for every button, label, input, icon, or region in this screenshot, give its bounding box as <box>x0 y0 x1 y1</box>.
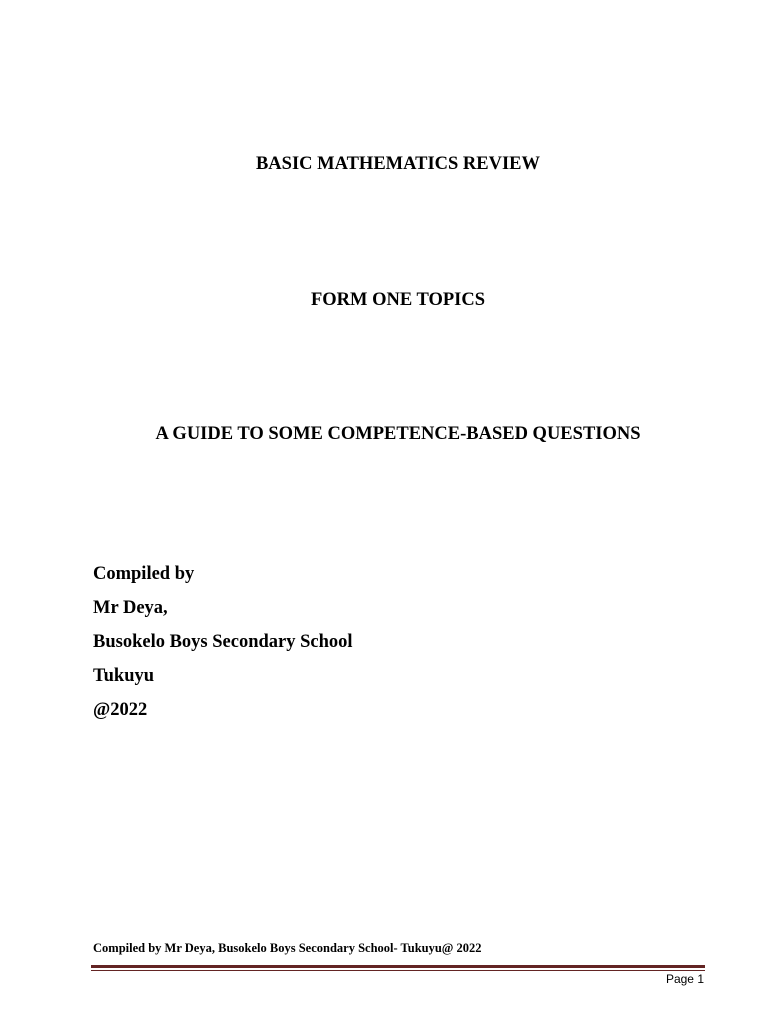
footer-rule-thick <box>91 965 705 968</box>
document-guide-heading: A GUIDE TO SOME COMPETENCE-BASED QUESTIONS <box>155 424 641 444</box>
location-name: Tukuyu <box>93 666 155 686</box>
page-number: Page 1 <box>665 972 704 986</box>
compiled-by-label: Compiled by <box>93 564 195 584</box>
footer-rule-thin <box>91 970 705 971</box>
document-subtitle: FORM ONE TOPICS <box>310 290 486 310</box>
copyright-year: @2022 <box>93 700 148 720</box>
compiled-by-block <box>93 557 353 727</box>
footer-note: Compiled by Mr Deya, Busokelo Boys Secondary School- Tukuyu@ 2022 <box>93 941 482 955</box>
author-name: Mr Deya, <box>93 598 168 618</box>
document-title: BASIC MATHEMATICS REVIEW <box>255 154 541 174</box>
school-name: Busokelo Boys Secondary School <box>93 632 353 652</box>
